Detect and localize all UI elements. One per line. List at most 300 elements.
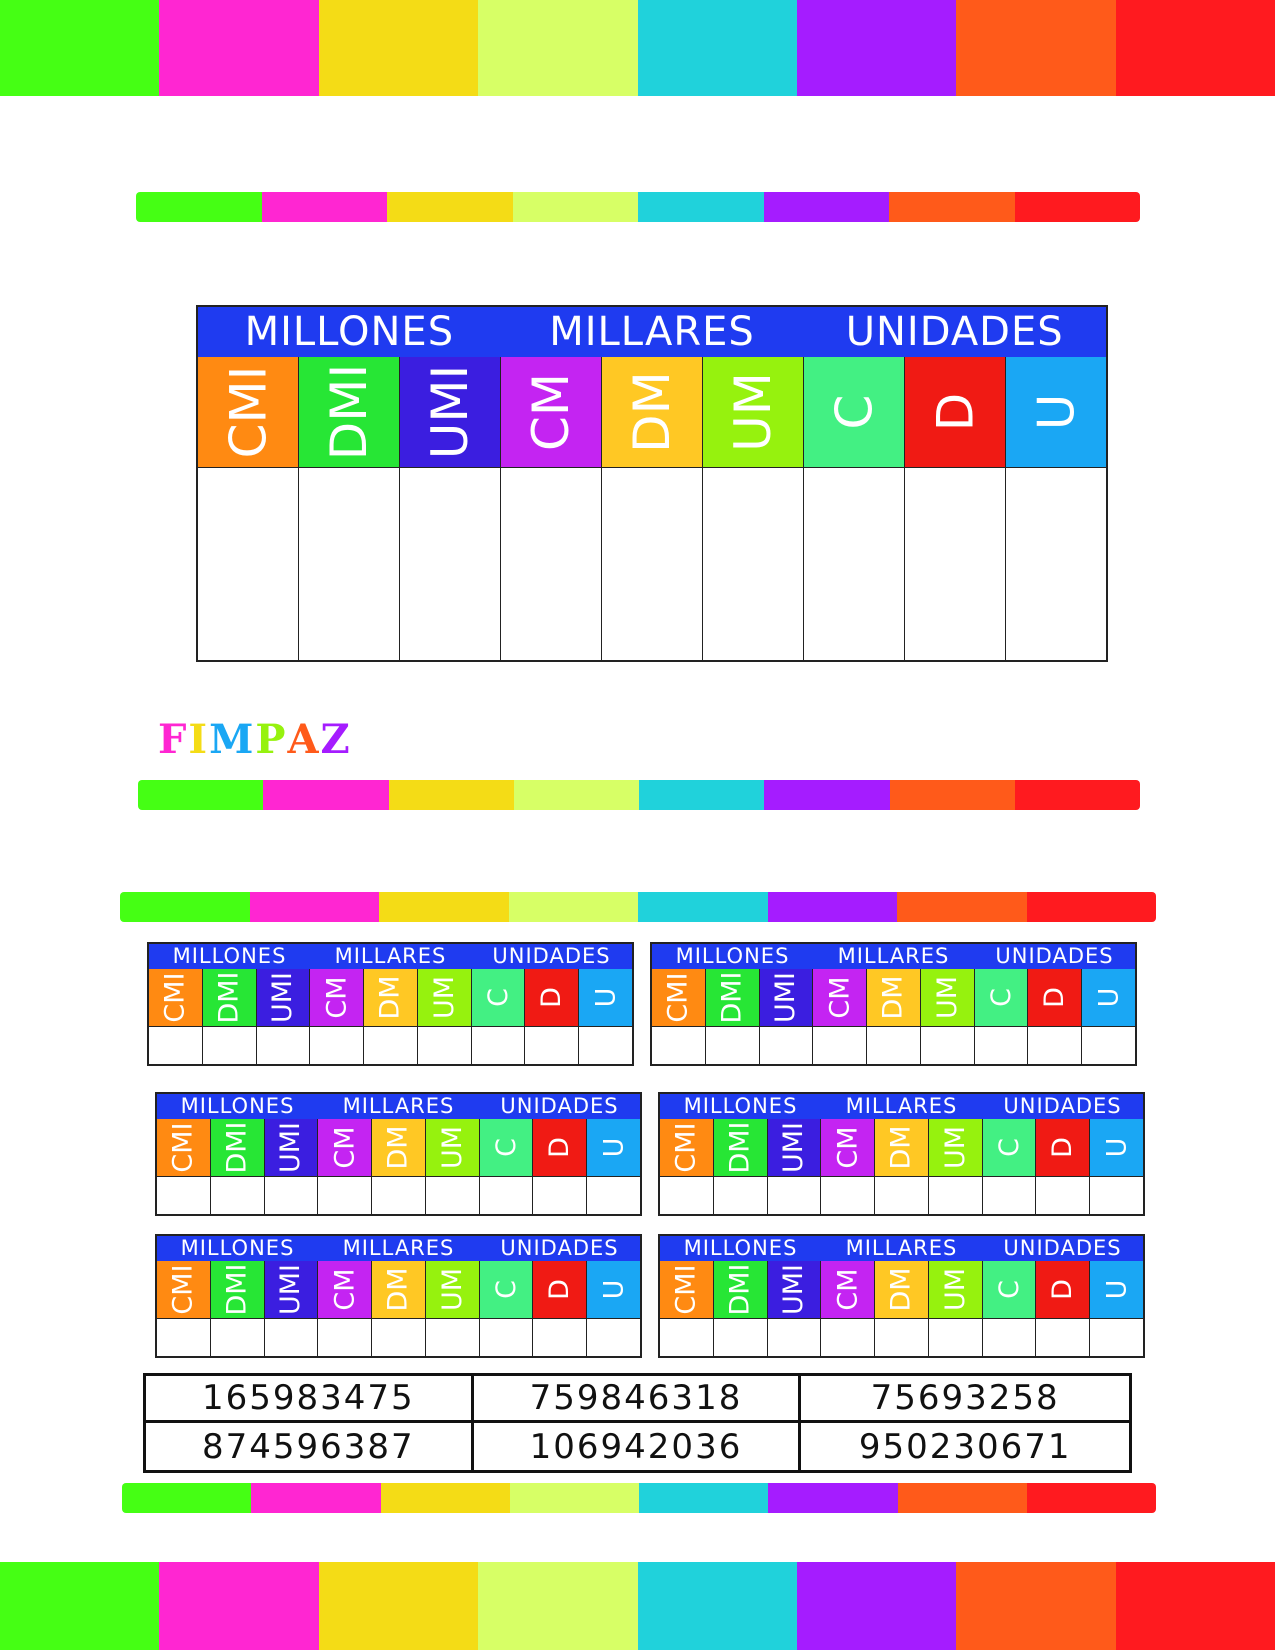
- column-header: [867, 969, 921, 1026]
- place-value-table-small: [650, 942, 1137, 1066]
- answer-cell[interactable]: [602, 467, 703, 660]
- logo-letter: F: [158, 716, 189, 763]
- stripe-segment: [638, 1562, 797, 1650]
- answer-cell[interactable]: [1006, 467, 1106, 660]
- stripe-segment: [478, 1562, 637, 1650]
- group-header: UNIDADES: [995, 944, 1114, 968]
- answer-cell[interactable]: [867, 1026, 921, 1064]
- answer-cell[interactable]: [821, 1176, 875, 1214]
- answer-cell[interactable]: [211, 1176, 265, 1214]
- answer-row: [660, 1176, 1143, 1214]
- place-value-table-small: [155, 1234, 642, 1358]
- column-header: [1036, 1119, 1090, 1176]
- column-header-row: [157, 1119, 640, 1176]
- column-header: [660, 1261, 714, 1318]
- answer-cell[interactable]: [1090, 1176, 1143, 1214]
- column-label: U: [598, 1137, 630, 1158]
- column-label: U: [598, 1279, 630, 1300]
- answer-cell[interactable]: [660, 1176, 714, 1214]
- group-header: MILLONES: [180, 1094, 295, 1118]
- column-header: [533, 1119, 587, 1176]
- answer-cell[interactable]: [426, 1176, 480, 1214]
- column-header: [265, 1119, 319, 1176]
- group-header-row: [198, 307, 1106, 357]
- column-header: [211, 1119, 265, 1176]
- answer-cell[interactable]: [714, 1176, 768, 1214]
- group-header: UNIDADES: [492, 944, 611, 968]
- place-value-table-small: [147, 942, 634, 1066]
- column-label: DM: [383, 1267, 415, 1312]
- stripe-segment: [0, 0, 159, 96]
- column-label: U: [1026, 393, 1085, 431]
- answer-cell[interactable]: [921, 1026, 975, 1064]
- column-header: [1028, 969, 1082, 1026]
- stripe-segment: [764, 780, 889, 810]
- column-label: C: [490, 1280, 522, 1299]
- number-cell: 950230671: [858, 1426, 1072, 1467]
- answer-cell[interactable]: [418, 1026, 472, 1064]
- stripe-segment: [638, 0, 797, 96]
- stripe-segment: [890, 780, 1015, 810]
- column-label: D: [536, 987, 568, 1008]
- answer-cell[interactable]: [501, 467, 602, 660]
- column-header: [480, 1261, 534, 1318]
- column-header: [1006, 357, 1106, 467]
- column-label: UMI: [267, 971, 299, 1024]
- number-cell: 759846318: [474, 1376, 802, 1423]
- column-label: DMI: [319, 363, 378, 461]
- column-label: D: [925, 392, 984, 432]
- column-label: DMI: [221, 1121, 253, 1174]
- group-header: MILLONES: [180, 1236, 295, 1260]
- answer-cell[interactable]: [703, 467, 804, 660]
- answer-cell[interactable]: [480, 1318, 534, 1356]
- answer-cell[interactable]: [157, 1318, 211, 1356]
- stripe-segment: [389, 780, 514, 810]
- group-header: UNIDADES: [845, 309, 1064, 355]
- group-header: MILLARES: [549, 309, 755, 355]
- answer-cell[interactable]: [257, 1026, 311, 1064]
- group-header: MILLONES: [172, 944, 287, 968]
- column-label: C: [490, 1138, 522, 1157]
- stripe-segment: [889, 192, 1015, 222]
- answer-cell[interactable]: [587, 1318, 640, 1356]
- column-header: [703, 357, 804, 467]
- column-header: [714, 1119, 768, 1176]
- column-header: [760, 969, 814, 1026]
- stripe-segment: [768, 892, 898, 922]
- color-stripe: [120, 892, 1156, 922]
- column-header: [905, 357, 1006, 467]
- answer-cell[interactable]: [310, 1026, 364, 1064]
- column-label: DMI: [716, 971, 748, 1024]
- answer-row: [660, 1318, 1143, 1356]
- column-header: [310, 969, 364, 1026]
- stripe-segment: [1116, 0, 1275, 96]
- answer-cell[interactable]: [426, 1318, 480, 1356]
- column-header: [768, 1261, 822, 1318]
- logo-letter: Z: [320, 716, 352, 763]
- column-header: [983, 1119, 1037, 1176]
- logo-letter: A: [287, 716, 321, 763]
- column-label: UM: [428, 975, 460, 1020]
- answer-cell[interactable]: [318, 1318, 372, 1356]
- answer-cell[interactable]: [318, 1176, 372, 1214]
- group-header: MILLONES: [675, 944, 790, 968]
- answer-cell[interactable]: [706, 1026, 760, 1064]
- column-header: [706, 969, 760, 1026]
- answer-cell[interactable]: [299, 467, 400, 660]
- group-header: UNIDADES: [500, 1236, 619, 1260]
- group-header: MILLONES: [244, 309, 455, 355]
- column-header-row: [149, 969, 632, 1026]
- place-value-table-large: [196, 305, 1108, 662]
- stripe-segment: [956, 1562, 1115, 1650]
- column-label: U: [1093, 987, 1125, 1008]
- group-header: MILLONES: [683, 1236, 798, 1260]
- column-header-row: [157, 1261, 640, 1318]
- column-header-row: [652, 969, 1135, 1026]
- column-label: DM: [878, 975, 910, 1020]
- column-header: [921, 969, 975, 1026]
- group-header-row: [660, 1236, 1143, 1261]
- column-header: [265, 1261, 319, 1318]
- column-label: UM: [436, 1125, 468, 1170]
- stripe-segment: [638, 192, 764, 222]
- column-label: DMI: [213, 971, 245, 1024]
- column-label: CMI: [670, 1264, 702, 1315]
- answer-cell[interactable]: [1036, 1176, 1090, 1214]
- color-stripe: [122, 1483, 1156, 1513]
- stripe-segment: [1116, 1562, 1275, 1650]
- column-header: [149, 969, 203, 1026]
- answer-row: [157, 1318, 640, 1356]
- column-label: DMI: [221, 1263, 253, 1316]
- answer-cell[interactable]: [768, 1176, 822, 1214]
- number-cell: 106942036: [474, 1423, 802, 1470]
- column-header: [426, 1261, 480, 1318]
- column-label: D: [1047, 1137, 1079, 1158]
- answer-cell[interactable]: [652, 1026, 706, 1064]
- column-header: [768, 1119, 822, 1176]
- column-label: CMI: [662, 972, 694, 1023]
- column-header: [1082, 969, 1135, 1026]
- column-header: [975, 969, 1029, 1026]
- column-label: UM: [931, 975, 963, 1020]
- column-label: C: [985, 988, 1017, 1007]
- column-label: DM: [383, 1125, 415, 1170]
- column-label: UMI: [778, 1121, 810, 1174]
- stripe-segment: [638, 892, 768, 922]
- column-label: C: [993, 1280, 1025, 1299]
- column-header: [418, 969, 472, 1026]
- answer-cell[interactable]: [760, 1026, 814, 1064]
- column-label: DM: [886, 1125, 918, 1170]
- answer-cell[interactable]: [875, 1176, 929, 1214]
- group-header: MILLARES: [342, 1236, 455, 1260]
- answer-cell[interactable]: [198, 467, 299, 660]
- column-header: [157, 1119, 211, 1176]
- stripe-segment: [251, 1483, 380, 1513]
- answer-cell[interactable]: [372, 1176, 426, 1214]
- stripe-segment: [381, 1483, 510, 1513]
- column-label: CM: [824, 976, 856, 1019]
- answer-cell[interactable]: [211, 1318, 265, 1356]
- place-value-table-small: [155, 1092, 642, 1216]
- answer-cell[interactable]: [929, 1176, 983, 1214]
- number-cell: 874596387: [146, 1423, 474, 1470]
- column-header: [533, 1261, 587, 1318]
- column-label: UMI: [420, 364, 479, 460]
- answer-cell[interactable]: [1082, 1026, 1135, 1064]
- column-header: [660, 1119, 714, 1176]
- answer-cell[interactable]: [804, 467, 905, 660]
- group-header-row: [157, 1236, 640, 1261]
- numbers-grid: [143, 1373, 1132, 1473]
- column-header: [400, 357, 501, 467]
- answer-cell[interactable]: [929, 1318, 983, 1356]
- column-label: CM: [321, 976, 353, 1019]
- number-cell: 75693258: [801, 1376, 1129, 1423]
- column-label: CM: [522, 372, 580, 452]
- group-header: MILLARES: [845, 1094, 958, 1118]
- answer-row: [149, 1026, 632, 1064]
- column-header: [821, 1119, 875, 1176]
- column-header: [299, 357, 400, 467]
- answer-cell[interactable]: [157, 1176, 211, 1214]
- column-label: C: [824, 394, 883, 430]
- stripe-segment: [122, 1483, 251, 1513]
- stripe-segment: [250, 892, 380, 922]
- stripe-segment: [262, 192, 388, 222]
- column-header: [364, 969, 418, 1026]
- answer-cell[interactable]: [149, 1026, 203, 1064]
- column-label: DM: [886, 1267, 918, 1312]
- stripe-segment: [120, 892, 250, 922]
- answer-cell[interactable]: [480, 1176, 534, 1214]
- column-header: [804, 357, 905, 467]
- column-label: D: [544, 1137, 576, 1158]
- column-label: U: [1101, 1279, 1133, 1300]
- stripe-segment: [1027, 892, 1157, 922]
- logo-letter: P: [255, 716, 288, 763]
- color-stripe: [138, 780, 1140, 810]
- answer-cell[interactable]: [1090, 1318, 1143, 1356]
- answer-cell[interactable]: [875, 1318, 929, 1356]
- logo-letter: M: [209, 716, 256, 763]
- column-label: DM: [622, 371, 681, 453]
- answer-cell[interactable]: [1036, 1318, 1090, 1356]
- column-header: [198, 357, 299, 467]
- stripe-segment: [510, 1483, 639, 1513]
- column-header: [480, 1119, 534, 1176]
- group-header: UNIDADES: [500, 1094, 619, 1118]
- column-header: [472, 969, 526, 1026]
- column-label: C: [993, 1138, 1025, 1157]
- stripe-segment: [797, 0, 956, 96]
- group-header: MILLARES: [342, 1094, 455, 1118]
- answer-cell[interactable]: [525, 1026, 579, 1064]
- answer-cell[interactable]: [265, 1318, 319, 1356]
- column-header: [714, 1261, 768, 1318]
- answer-cell[interactable]: [400, 467, 501, 660]
- column-header: [875, 1119, 929, 1176]
- answer-cell[interactable]: [821, 1318, 875, 1356]
- column-header-row: [660, 1261, 1143, 1318]
- column-header: [1090, 1261, 1143, 1318]
- column-label: UM: [724, 372, 782, 452]
- stripe-segment: [319, 1562, 478, 1650]
- answer-cell[interactable]: [364, 1026, 418, 1064]
- stripe-segment: [478, 0, 637, 96]
- stripe-segment: [956, 0, 1115, 96]
- column-header: [579, 969, 632, 1026]
- answer-cell[interactable]: [768, 1318, 822, 1356]
- stripe-segment: [639, 1483, 768, 1513]
- answer-cell[interactable]: [203, 1026, 257, 1064]
- column-label: DM: [375, 975, 407, 1020]
- answer-cell[interactable]: [587, 1176, 640, 1214]
- column-label: UM: [939, 1267, 971, 1312]
- column-label: CM: [329, 1268, 361, 1311]
- column-label: UM: [436, 1267, 468, 1312]
- column-label: DMI: [724, 1263, 756, 1316]
- group-header: MILLARES: [837, 944, 950, 968]
- column-header: [587, 1261, 640, 1318]
- column-label: CM: [832, 1126, 864, 1169]
- column-header: [203, 969, 257, 1026]
- column-header: [813, 969, 867, 1026]
- stripe-segment: [1015, 780, 1140, 810]
- group-header-row: [652, 944, 1135, 969]
- stripe-segment: [136, 192, 262, 222]
- column-header: [602, 357, 703, 467]
- column-label: UMI: [275, 1121, 307, 1174]
- bottom-color-band: [0, 1562, 1275, 1650]
- column-label: UMI: [275, 1263, 307, 1316]
- column-header: [157, 1261, 211, 1318]
- answer-cell[interactable]: [579, 1026, 632, 1064]
- stripe-segment: [509, 892, 639, 922]
- column-header: [318, 1119, 372, 1176]
- column-label: D: [544, 1279, 576, 1300]
- group-header: MILLARES: [334, 944, 447, 968]
- column-header: [587, 1119, 640, 1176]
- column-header-row: [198, 357, 1106, 467]
- stripe-segment: [898, 1483, 1027, 1513]
- stripe-segment: [1027, 1483, 1156, 1513]
- answer-cell[interactable]: [813, 1026, 867, 1064]
- stripe-segment: [0, 1562, 159, 1650]
- column-header: [875, 1261, 929, 1318]
- answer-cell[interactable]: [905, 467, 1006, 660]
- column-label: UM: [939, 1125, 971, 1170]
- group-header-row: [660, 1094, 1143, 1119]
- column-header: [652, 969, 706, 1026]
- answer-cell[interactable]: [1028, 1026, 1082, 1064]
- column-label: UMI: [770, 971, 802, 1024]
- column-label: D: [1047, 1279, 1079, 1300]
- answer-cell[interactable]: [983, 1176, 1037, 1214]
- answer-cell[interactable]: [533, 1176, 587, 1214]
- column-label: DMI: [724, 1121, 756, 1174]
- stripe-segment: [263, 780, 388, 810]
- column-label: UMI: [778, 1263, 810, 1316]
- answer-cell[interactable]: [983, 1318, 1037, 1356]
- column-header: [983, 1261, 1037, 1318]
- stripe-segment: [319, 0, 478, 96]
- column-label: CMI: [219, 365, 277, 459]
- group-header: UNIDADES: [1003, 1094, 1122, 1118]
- stripe-segment: [379, 892, 509, 922]
- column-label: CMI: [159, 972, 191, 1023]
- column-header: [318, 1261, 372, 1318]
- column-label: C: [482, 988, 514, 1007]
- stripe-segment: [768, 1483, 897, 1513]
- top-color-band: [0, 0, 1275, 96]
- answer-row: [198, 467, 1106, 660]
- column-header: [501, 357, 602, 467]
- column-header-row: [660, 1119, 1143, 1176]
- column-header: [1036, 1261, 1090, 1318]
- column-label: CMI: [167, 1264, 199, 1315]
- group-header: MILLONES: [683, 1094, 798, 1118]
- stripe-segment: [797, 1562, 956, 1650]
- column-label: D: [1039, 987, 1071, 1008]
- stripe-segment: [764, 192, 890, 222]
- column-header: [372, 1119, 426, 1176]
- place-value-table-small: [658, 1092, 1145, 1216]
- stripe-segment: [897, 892, 1027, 922]
- group-header-row: [157, 1094, 640, 1119]
- answer-cell[interactable]: [660, 1318, 714, 1356]
- answer-row: [157, 1176, 640, 1214]
- column-header: [372, 1261, 426, 1318]
- answer-cell[interactable]: [472, 1026, 526, 1064]
- answer-cell[interactable]: [372, 1318, 426, 1356]
- column-label: CM: [832, 1268, 864, 1311]
- column-label: CM: [329, 1126, 361, 1169]
- stripe-segment: [1015, 192, 1141, 222]
- group-header-row: [149, 944, 632, 969]
- column-header: [257, 969, 311, 1026]
- answer-cell[interactable]: [533, 1318, 587, 1356]
- stripe-segment: [514, 780, 639, 810]
- answer-row: [652, 1026, 1135, 1064]
- column-header: [426, 1119, 480, 1176]
- column-header: [929, 1119, 983, 1176]
- group-header: UNIDADES: [1003, 1236, 1122, 1260]
- number-cell: 165983475: [146, 1376, 474, 1423]
- place-value-table-small: [658, 1234, 1145, 1358]
- column-header: [211, 1261, 265, 1318]
- answer-cell[interactable]: [714, 1318, 768, 1356]
- stripe-segment: [513, 192, 639, 222]
- stripe-segment: [159, 1562, 318, 1650]
- color-stripe: [136, 192, 1140, 222]
- column-label: U: [1101, 1137, 1133, 1158]
- logo-letter: I: [188, 716, 210, 763]
- column-header: [525, 969, 579, 1026]
- column-label: U: [590, 987, 622, 1008]
- stripe-segment: [639, 780, 764, 810]
- column-header: [929, 1261, 983, 1318]
- answer-cell[interactable]: [975, 1026, 1029, 1064]
- column-label: CMI: [670, 1122, 702, 1173]
- answer-cell[interactable]: [265, 1176, 319, 1214]
- fimpaz-logo: [158, 716, 352, 763]
- column-header: [821, 1261, 875, 1318]
